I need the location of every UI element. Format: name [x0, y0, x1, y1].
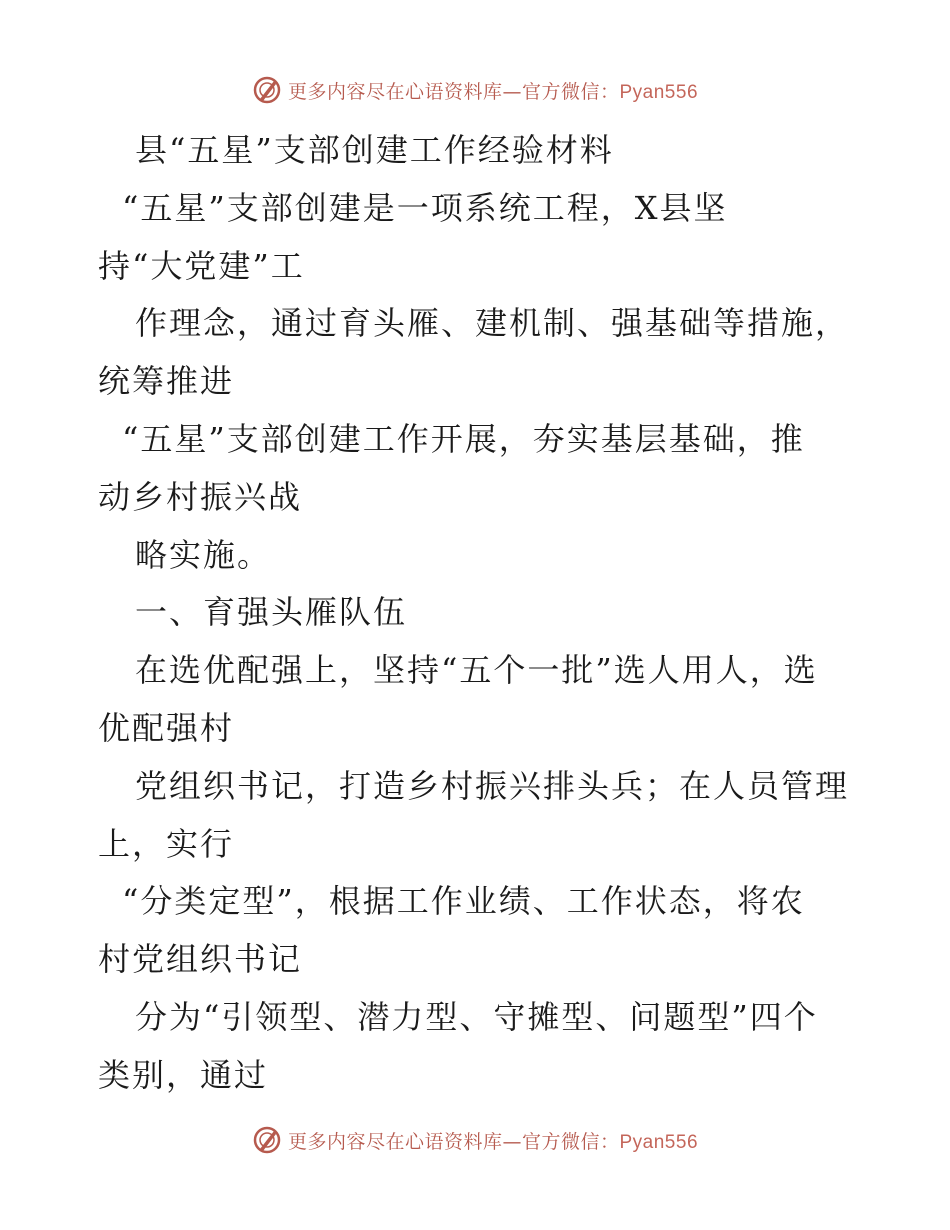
paragraph-line: 类别，通过	[98, 1055, 269, 1094]
watermark-text: 更多内容尽在心语资料库—官方微信：Pyan556	[287, 1130, 699, 1153]
paragraph-line: 村党组织书记	[98, 940, 303, 979]
paragraph-line: 上，实行	[98, 824, 235, 863]
watermark-text: 更多内容尽在心语资料库—官方微信：Pyan556	[287, 80, 699, 103]
watermark-wechat-id: Pyan556	[619, 1131, 699, 1153]
paragraph-line: “五星”支部创建工作开展，夯实基层基础，推	[122, 419, 805, 458]
paragraph-line: 持“大党建”工	[98, 246, 305, 285]
paragraph-line: “分类定型”，根据工作业绩、工作状态，将农	[122, 882, 805, 921]
watermark-wechat-id: Pyan556	[619, 81, 699, 103]
quill-seal-icon	[252, 75, 282, 105]
paragraph-line: 党组织书记，打造乡村振兴排头兵；在人员管理	[135, 766, 850, 805]
paragraph-line: 优配强村	[98, 708, 235, 747]
header-watermark	[0, 70, 950, 110]
paragraph-line: 分为“引领型、潜力型、守摊型、问题型”四个	[135, 997, 818, 1036]
paragraph-line: “五星”支部创建是一项系统工程，X县坚	[122, 188, 728, 227]
paragraph-line: 统筹推进	[98, 362, 235, 401]
paragraph-line: 在选优配强上，坚持“五个一批”选人用人，选	[135, 651, 818, 690]
quill-seal-icon	[252, 1125, 282, 1155]
document-body	[98, 122, 858, 1105]
footer-watermark	[0, 1120, 950, 1160]
section-heading: 一、育强头雁队伍	[135, 593, 408, 632]
paragraph-line: 动乡村振兴战	[98, 477, 303, 516]
paragraph-line: 作理念，通过育头雁、建机制、强基础等措施，	[135, 304, 850, 343]
paragraph-line: 略实施。	[135, 535, 272, 574]
document-title: 县“五星”支部创建工作经验材料	[135, 131, 614, 169]
